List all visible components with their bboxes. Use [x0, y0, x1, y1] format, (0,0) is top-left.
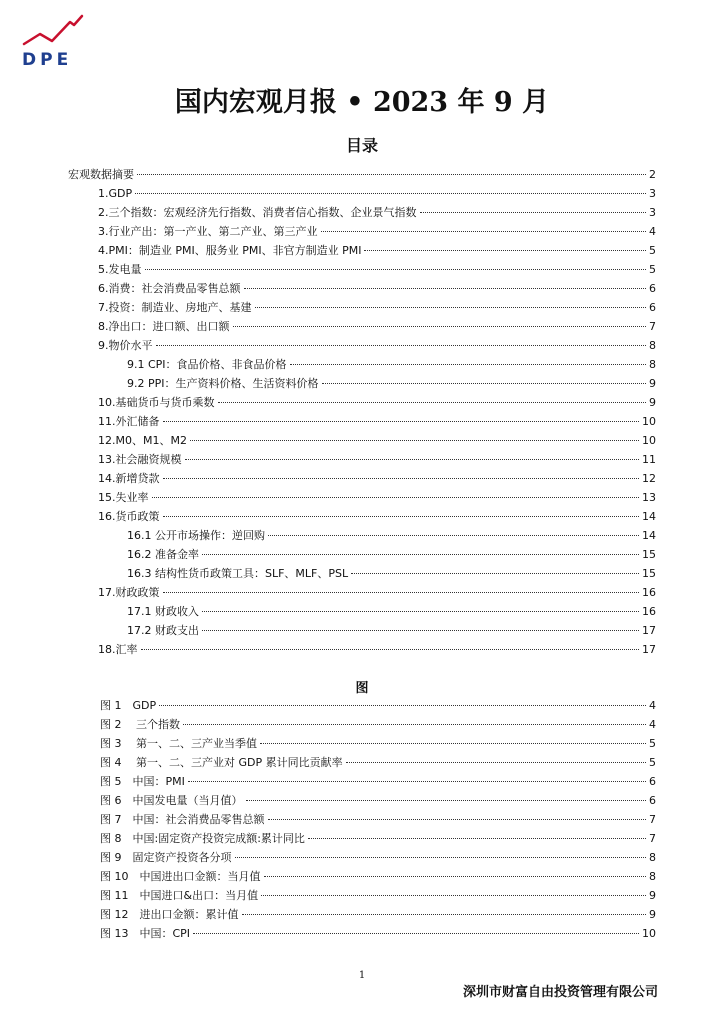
- fig-entry-page: 6: [649, 794, 656, 807]
- toc-entry[interactable]: [68, 431, 656, 450]
- toc-entry[interactable]: [68, 412, 656, 431]
- dot-leader: [163, 421, 640, 422]
- toc-entry-title: 9.1 CPI：食品价格、非食品价格: [127, 358, 287, 371]
- dot-leader: [185, 459, 640, 460]
- dot-leader: [163, 592, 640, 593]
- toc-entry-page: 11: [642, 453, 656, 466]
- toc-entry-page: 2: [649, 168, 656, 181]
- dot-leader: [190, 440, 639, 441]
- fig-entry-page: 4: [649, 699, 656, 712]
- figure-entry[interactable]: [68, 791, 656, 810]
- toc-entry-page: 14: [642, 529, 656, 542]
- dot-leader: [321, 231, 647, 232]
- table-of-contents: [68, 165, 656, 659]
- toc-entry[interactable]: [68, 393, 656, 412]
- dot-leader: [202, 611, 639, 612]
- toc-entry-title: 8.净出口：进口额、出口额: [98, 320, 230, 333]
- toc-entry[interactable]: [68, 165, 656, 184]
- figure-entry[interactable]: [68, 772, 656, 791]
- fig-entry-page: 5: [649, 737, 656, 750]
- figure-entry[interactable]: [68, 905, 656, 924]
- toc-entry-title: 17.1 财政收入: [127, 605, 199, 618]
- toc-entry-title: 16.3 结构性货币政策工具：SLF、MLF、PSL: [127, 567, 349, 580]
- toc-entry[interactable]: [68, 545, 656, 564]
- fig-entry-page: 9: [649, 889, 656, 902]
- toc-entry-title: 14.新增贷款: [98, 472, 160, 485]
- toc-entry-page: 10: [642, 415, 656, 428]
- figure-entry[interactable]: [68, 810, 656, 829]
- toc-entry[interactable]: [68, 203, 656, 222]
- toc-entry-title: 11.外汇储备: [98, 415, 160, 428]
- toc-entry[interactable]: [68, 374, 656, 393]
- toc-entry-title: 10.基础货币与货币乘数: [98, 396, 215, 409]
- toc-entry-title: 18.汇率: [98, 643, 138, 656]
- fig-entry-page: 9: [649, 908, 656, 921]
- toc-entry-title: 9.物价水平: [98, 339, 153, 352]
- figure-entry[interactable]: [68, 753, 656, 772]
- toc-entry[interactable]: [68, 222, 656, 241]
- toc-entry-page: 6: [649, 301, 656, 314]
- toc-entry-title: 4.PMI：制造业 PMI、服务业 PMI、非官方制造业 PMI: [98, 244, 362, 257]
- list-of-figures: [68, 696, 656, 943]
- toc-entry-page: 10: [642, 434, 656, 447]
- report-title: 国内宏观月报 • 2023 年 9 月: [174, 87, 550, 118]
- dot-leader: [351, 573, 639, 574]
- figure-entry[interactable]: [68, 696, 656, 715]
- fig-entry-page: 7: [649, 832, 656, 845]
- dot-leader: [156, 345, 647, 346]
- toc-entry-title: 16.2 准备金率: [127, 548, 199, 561]
- toc-heading: 目录: [345, 136, 378, 155]
- toc-entry-title: 16.1 公开市场操作：逆回购: [127, 529, 265, 542]
- dot-leader: [193, 933, 639, 934]
- toc-entry-page: 12: [642, 472, 656, 485]
- logo-text: DPE: [22, 50, 73, 70]
- toc-entry-title: 13.社会融资规模: [98, 453, 182, 466]
- toc-entry-page: 3: [649, 187, 656, 200]
- fig-entry-page: 5: [649, 756, 656, 769]
- figure-entry[interactable]: [68, 886, 656, 905]
- dot-leader: [268, 819, 647, 820]
- dot-leader: [244, 288, 647, 289]
- toc-entry-page: 5: [649, 263, 656, 276]
- toc-entry[interactable]: [68, 526, 656, 545]
- dot-leader: [268, 535, 639, 536]
- fig-entry-title: 图 6 中国发电量（当月值）: [100, 794, 243, 807]
- dot-leader: [420, 212, 647, 213]
- toc-entry-page: 13: [642, 491, 656, 504]
- fig-entry-title: 图 10 中国进出口金额：当月值: [100, 870, 261, 883]
- dot-leader: [183, 724, 646, 725]
- fig-entry-title: 图 13 中国：CPI: [100, 927, 191, 940]
- toc-entry[interactable]: [68, 260, 656, 279]
- toc-entry-title: 15.失业率: [98, 491, 149, 504]
- dot-leader: [260, 743, 646, 744]
- company-logo: [20, 14, 90, 70]
- toc-entry[interactable]: [68, 621, 656, 640]
- toc-entry[interactable]: [68, 564, 656, 583]
- toc-entry-title: 3.行业产出：第一产业、第二产业、第三产业: [98, 225, 318, 238]
- toc-entry[interactable]: [68, 317, 656, 336]
- dot-leader: [202, 554, 639, 555]
- fig-entry-title: 图 5 中国：PMI: [100, 775, 185, 788]
- toc-entry-page: 15: [642, 548, 656, 561]
- logo-trend-icon: [20, 14, 90, 54]
- toc-entry-page: 16: [642, 586, 656, 599]
- dot-leader: [202, 630, 639, 631]
- dot-leader: [137, 174, 646, 175]
- toc-entry-page: 6: [649, 282, 656, 295]
- toc-entry-page: 7: [649, 320, 656, 333]
- dot-leader: [246, 800, 647, 801]
- fig-entry-title: 图 2 三个指数: [100, 718, 180, 731]
- dot-leader: [152, 497, 640, 498]
- toc-entry[interactable]: [68, 507, 656, 526]
- figure-entry[interactable]: [68, 924, 656, 943]
- toc-entry-title: 宏观数据摘要: [68, 168, 134, 181]
- toc-entry[interactable]: [68, 602, 656, 621]
- toc-entry-page: 3: [649, 206, 656, 219]
- fig-entry-page: 6: [649, 775, 656, 788]
- dot-leader: [159, 705, 646, 706]
- toc-entry[interactable]: [68, 469, 656, 488]
- fig-entry-title: 图 7 中国：社会消费品零售总额: [100, 813, 265, 826]
- figure-entry[interactable]: [68, 848, 656, 867]
- toc-entry-title: 17.2 财政支出: [127, 624, 199, 637]
- toc-entry-page: 5: [649, 244, 656, 257]
- toc-entry[interactable]: [68, 184, 656, 203]
- dot-leader: [242, 914, 647, 915]
- toc-entry[interactable]: [68, 298, 656, 317]
- toc-entry-page: 8: [649, 339, 656, 352]
- dot-leader: [145, 269, 647, 270]
- dot-leader: [308, 838, 646, 839]
- toc-entry-page: 17: [642, 624, 656, 637]
- toc-entry[interactable]: [68, 450, 656, 469]
- toc-entry[interactable]: [68, 640, 656, 659]
- toc-entry-title: 6.消费：社会消费品零售总额: [98, 282, 241, 295]
- dot-leader: [218, 402, 647, 403]
- toc-entry-title: 17.财政政策: [98, 586, 160, 599]
- fig-entry-title: 图 4 第一、二、三产业对 GDP 累计同比贡献率: [100, 756, 343, 769]
- fig-entry-title: 图 3 第一、二、三产业当季值: [100, 737, 257, 750]
- dot-leader: [163, 516, 640, 517]
- dot-leader: [364, 250, 646, 251]
- toc-entry[interactable]: [68, 241, 656, 260]
- toc-entry-page: 17: [642, 643, 656, 656]
- toc-entry-page: 4: [649, 225, 656, 238]
- fig-entry-page: 10: [642, 927, 656, 940]
- toc-entry[interactable]: [68, 336, 656, 355]
- toc-entry-title: 5.发电量: [98, 263, 142, 276]
- toc-entry-title: 7.投资：制造业、房地产、基建: [98, 301, 252, 314]
- page-number: 1: [358, 970, 366, 981]
- toc-entry-page: 8: [649, 358, 656, 371]
- dot-leader: [233, 326, 647, 327]
- figure-entry[interactable]: [68, 867, 656, 886]
- dot-leader: [255, 307, 647, 308]
- fig-entry-title: 图 8 中国:固定资产投资完成额:累计同比: [100, 832, 305, 845]
- dot-leader: [141, 649, 640, 650]
- dot-leader: [322, 383, 647, 384]
- toc-entry-title: 12.M0、M1、M2: [98, 434, 187, 447]
- dot-leader: [346, 762, 646, 763]
- dot-leader: [261, 895, 646, 896]
- toc-entry[interactable]: [68, 488, 656, 507]
- toc-entry[interactable]: [68, 355, 656, 374]
- dot-leader: [188, 781, 646, 782]
- fig-entry-page: 7: [649, 813, 656, 826]
- dot-leader: [264, 876, 647, 877]
- dot-leader: [135, 193, 646, 194]
- fig-entry-title: 图 9 固定资产投资各分项: [100, 851, 232, 864]
- figure-entry[interactable]: [68, 715, 656, 734]
- fig-entry-title: 图 1 GDP: [100, 699, 157, 712]
- toc-entry[interactable]: [68, 583, 656, 602]
- dot-leader: [163, 478, 640, 479]
- toc-entry-title: 1.GDP: [98, 187, 133, 200]
- toc-entry[interactable]: [68, 279, 656, 298]
- dot-leader: [235, 857, 647, 858]
- figures-heading: 图: [355, 681, 369, 696]
- fig-entry-page: 8: [649, 870, 656, 883]
- company-name: 深圳市财富自由投资管理有限公司: [462, 985, 658, 1000]
- toc-entry-page: 9: [649, 377, 656, 390]
- toc-entry-title: 16.货币政策: [98, 510, 160, 523]
- toc-entry-page: 15: [642, 567, 656, 580]
- fig-entry-title: 图 12 进出口金额：累计值: [100, 908, 239, 921]
- toc-entry-title: 2.三个指数：宏观经济先行指数、消费者信心指数、企业景气指数: [98, 206, 417, 219]
- fig-entry-page: 8: [649, 851, 656, 864]
- toc-entry-page: 16: [642, 605, 656, 618]
- figure-entry[interactable]: [68, 829, 656, 848]
- figure-entry[interactable]: [68, 734, 656, 753]
- fig-entry-page: 4: [649, 718, 656, 731]
- fig-entry-title: 图 11 中国进口&出口：当月值: [100, 889, 259, 902]
- toc-entry-title: 9.2 PPI：生产资料价格、生活资料价格: [127, 377, 319, 390]
- dot-leader: [290, 364, 646, 365]
- toc-entry-page: 9: [649, 396, 656, 409]
- toc-entry-page: 14: [642, 510, 656, 523]
